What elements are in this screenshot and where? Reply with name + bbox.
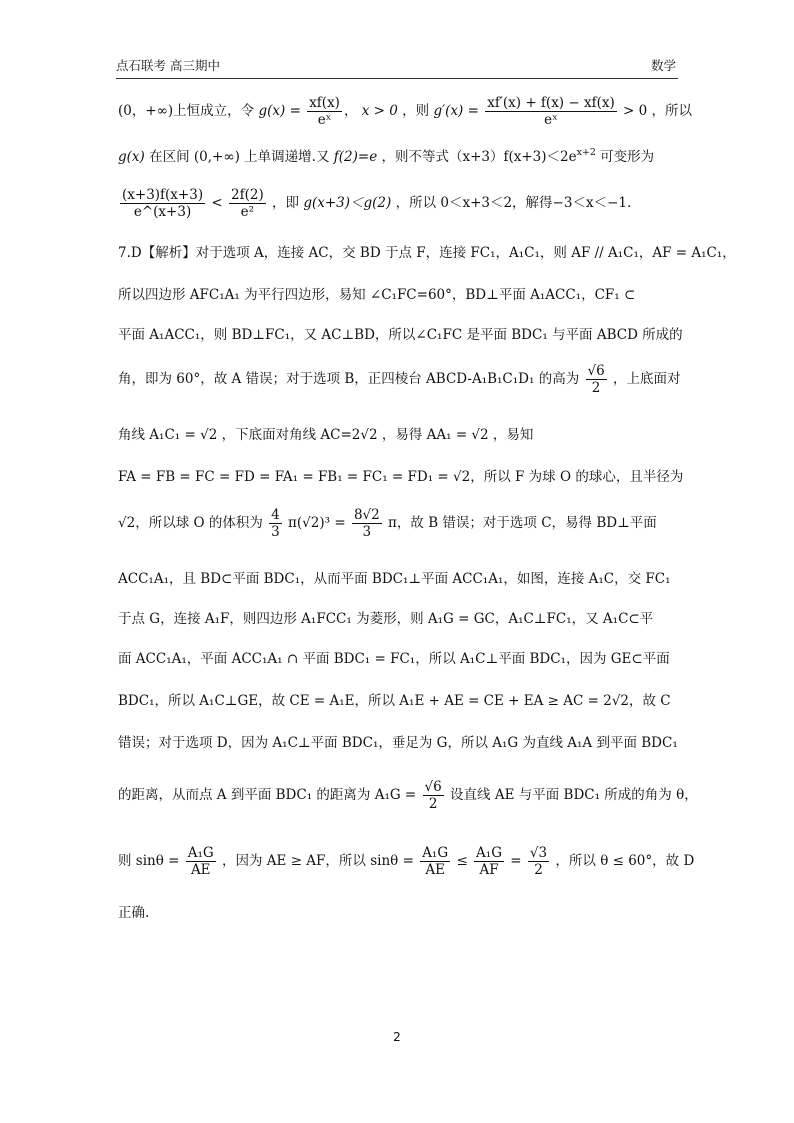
- fraction: $\frac{(x+3)f(x+3)}{e\^{}(x+3)}$: [122, 187, 204, 220]
- fraction: $\frac{xf'(x) + f(x) - xf(x)}{\text{eˣ}}$: [487, 95, 615, 128]
- text-line: √2，所以球 O 的体积为 $\frac{4}{3}$ π(√2)³ = $\frac{8√2}{3}$ π，故 B 错误；对于选项 C，易得 BD⊥平面: [118, 507, 657, 540]
- text-line: BDC₁，所以 A₁C⊥GE，故 CE = A₁E，所以 A₁E + AE = CE + EA ≥ AC = 2√2，故 C: [118, 693, 671, 709]
- text-line: (0，+∞)上恒成立，令 g(x) = $\frac{xf(x)}{\text{eˣ}}$ ， x > 0 ，则 g′(x) = $\frac{xf'(x) + f(x) - xf(x)}{\text{eˣ}}$ > 0 ，所以: [118, 95, 693, 128]
- text-line: 角，即为 60°，故 A 错误；对于选项 B，正四棱台 ABCD-A₁B₁C₁D₁ 的高为 $\frac{√6}{2}$ ，上底面对: [118, 363, 681, 396]
- text-line: 错误；对于选项 D，因为 A₁C⊥平面 BDC₁，垂足为 G，所以 A₁G 为直线 A₁A 到平面 BDC₁: [118, 735, 678, 751]
- fraction: $\frac{\text{A₁G}}{AF}$: [476, 845, 502, 878]
- text-line: g(x) 在区间 (0,+∞) 上单调递增.又 f(2)=e ，则不等式$(x+3)f(x+3)<2e^{x+2}$ 可变形为: [118, 147, 655, 165]
- text-line: 角线 A₁C₁ = √2 ，下底面对角线 AC=2√2 ，易得 AA₁ = √2 ，易知: [118, 427, 534, 443]
- fraction: $\frac{\text{A₁G}}{AE}$: [187, 845, 214, 878]
- fraction: $\frac{\text{A₁G}}{AE}$: [422, 845, 449, 878]
- text-line: ACC₁A₁，且 BD⊂平面 BDC₁，从而平面 BDC₁⊥平面 ACC₁A₁，如图，连接 A₁C，交 FC₁: [118, 571, 671, 587]
- page-header: [116, 56, 678, 79]
- header-subject: 数学: [650, 58, 676, 73]
- fraction: $\frac{2f(2)}{\text{e²}}$: [231, 187, 264, 220]
- fraction: $\frac{√3}{2}$: [529, 845, 548, 878]
- text-line: 的距离，从而点 A 到平面 BDC₁ 的距离为 A₁G = $\frac{√6}{2}$ 设直线 AE 与平面 BDC₁ 所成的角为 θ，: [118, 779, 698, 812]
- text-line: 正确.: [118, 905, 150, 921]
- text-line: 平面 A₁ACC₁，则 BD⊥FC₁，又 AC⊥BD，所以∠C₁FC 是平面 BDC₁ 与平面 ABCD 所成的: [118, 327, 683, 343]
- fraction: $\frac{8√2}{3}$: [353, 507, 380, 540]
- header-exam-title: 点石联考 高三期中: [116, 58, 220, 73]
- fraction: $\frac{xf(x)}{\text{eˣ}}$: [309, 95, 340, 128]
- text-line: 则 sinθ = $\frac{\text{A₁G}}{AE}$ ，因为 AE ≥ AF，所以 sinθ = $\frac{\text{A₁G}}{AE}$ ≤ $\frac{\text{A₁G}}{AF}$ = $\frac{√3}{2}$ ，所以 θ ≤ 60°，故 D: [118, 845, 695, 878]
- fraction: $\frac{√6}{2}$: [587, 363, 605, 396]
- text-line: $\frac{(x+3)f(x+3)}{e\^{}(x+3)}$ < $\frac{2f(2)}{\text{e²}}$ ，即 g(x+3)＜g(2) ，所以 0＜x+3＜2，解得−3＜x＜−1.: [122, 187, 632, 220]
- text-line: 所以四边形 AFC₁A₁ 为平行四边形，易知 ∠C₁FC=60°，BD⊥平面 A₁ACC₁，CF₁ ⊂: [118, 287, 636, 303]
- text-line: 于点 G，连接 A₁F，则四边形 A₁FCC₁ 为菱形，则 A₁G = GC，A₁C⊥FC₁，又 A₁C⊂平: [118, 611, 654, 627]
- text-line: 7.D【解析】对于选项 A，连接 AC，交 BD 于点 F，连接 FC₁，A₁C₁，则 AF // A₁C₁，AF = A₁C₁，: [118, 245, 736, 261]
- fraction: $\frac{4}{3}$: [271, 507, 280, 540]
- text-line: FA = FB = FC = FD = FA₁ = FB₁ = FC₁ = FD₁ = √2，所以 F 为球 O 的球心，且半径为: [118, 469, 684, 485]
- page-number: 2: [393, 1030, 401, 1044]
- text-line: 面 ACC₁A₁，平面 ACC₁A₁ ∩ 平面 BDC₁ = FC₁，所以 A₁C⊥平面 BDC₁，因为 GE⊂平面: [118, 651, 670, 667]
- fraction: $\frac{√6}{2}$: [424, 779, 442, 812]
